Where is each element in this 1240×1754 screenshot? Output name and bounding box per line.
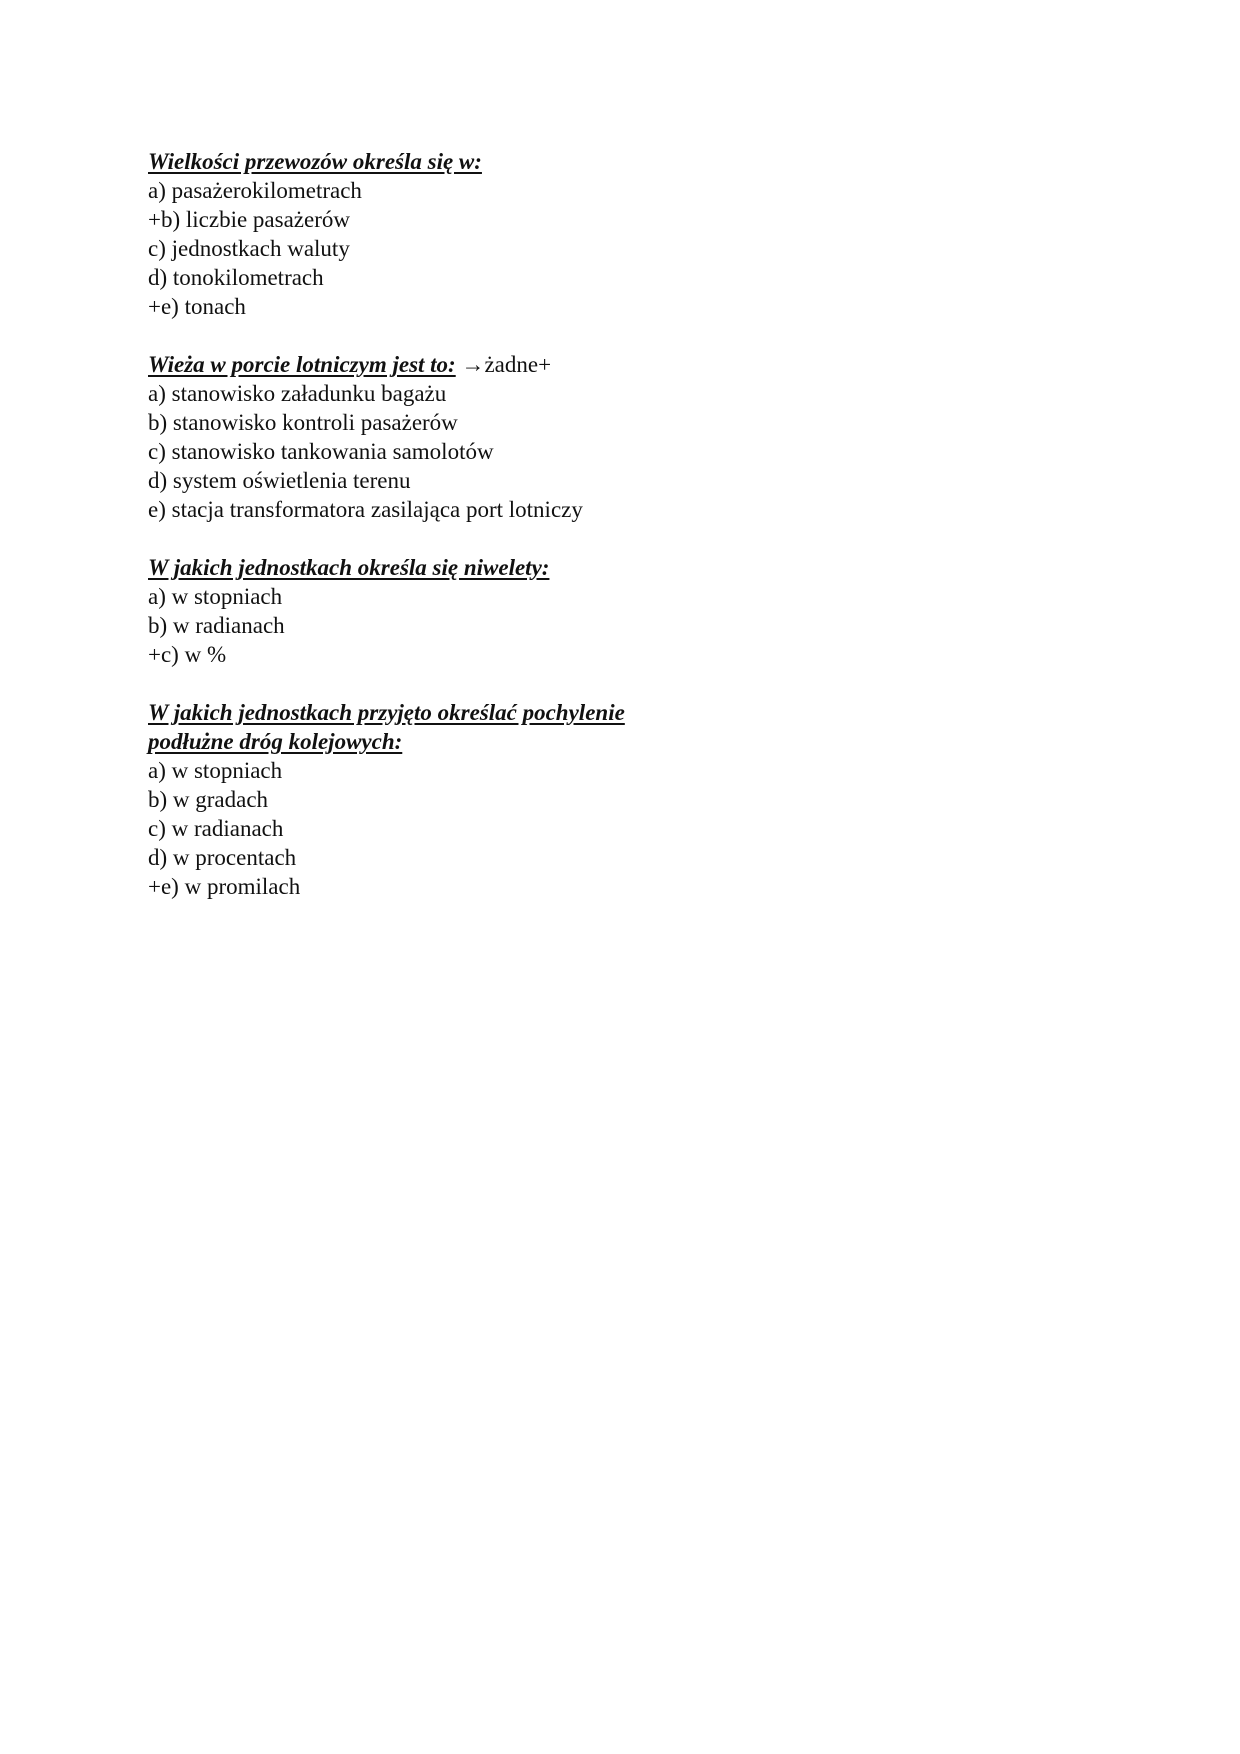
answer-option: d) system oświetlenia terenu bbox=[148, 468, 411, 493]
question-title: W jakich jednostkach określa się niwelety: bbox=[148, 555, 550, 580]
question-heading bbox=[148, 698, 678, 756]
answer-option: b) stanowisko kontroli pasażerów bbox=[148, 410, 458, 435]
answer-option: c) jednostkach waluty bbox=[148, 236, 350, 261]
question-title: Wieża w porcie lotniczym jest to: bbox=[148, 352, 456, 377]
question-1 bbox=[148, 147, 868, 321]
question-heading bbox=[148, 553, 868, 582]
answer-option: e) stacja transformatora zasilająca port lotniczy bbox=[148, 497, 583, 522]
question-3 bbox=[148, 553, 868, 669]
answer-option: a) w stopniach bbox=[148, 758, 283, 783]
question-heading bbox=[148, 147, 868, 176]
answer-option: +e) w promilach bbox=[148, 874, 301, 899]
answer-option: +e) tonach bbox=[148, 294, 246, 319]
answer-option: d) tonokilometrach bbox=[148, 265, 324, 290]
answer-option: +b) liczbie pasażerów bbox=[148, 207, 350, 232]
answer-option: a) w stopniach bbox=[148, 584, 283, 609]
question-2 bbox=[148, 350, 868, 524]
answer-option: a) stanowisko załadunku bagażu bbox=[148, 381, 447, 406]
answer-option: c) w radianach bbox=[148, 816, 284, 841]
question-4 bbox=[148, 698, 868, 901]
question-heading bbox=[148, 350, 868, 379]
question-note: →żadne+ bbox=[455, 352, 552, 377]
answer-option: d) w procentach bbox=[148, 845, 297, 870]
answer-option: +c) w % bbox=[148, 642, 227, 667]
answer-option: a) pasażerokilometrach bbox=[148, 178, 362, 203]
answer-option: b) w radianach bbox=[148, 613, 285, 638]
question-title: Wielkości przewozów określa się w: bbox=[148, 149, 482, 174]
document-body bbox=[148, 147, 868, 930]
question-title: W jakich jednostkach przyjęto określać pochylenie podłużne dróg kolejowych: bbox=[148, 700, 625, 754]
answer-option: b) w gradach bbox=[148, 787, 269, 812]
answer-option: c) stanowisko tankowania samolotów bbox=[148, 439, 494, 464]
